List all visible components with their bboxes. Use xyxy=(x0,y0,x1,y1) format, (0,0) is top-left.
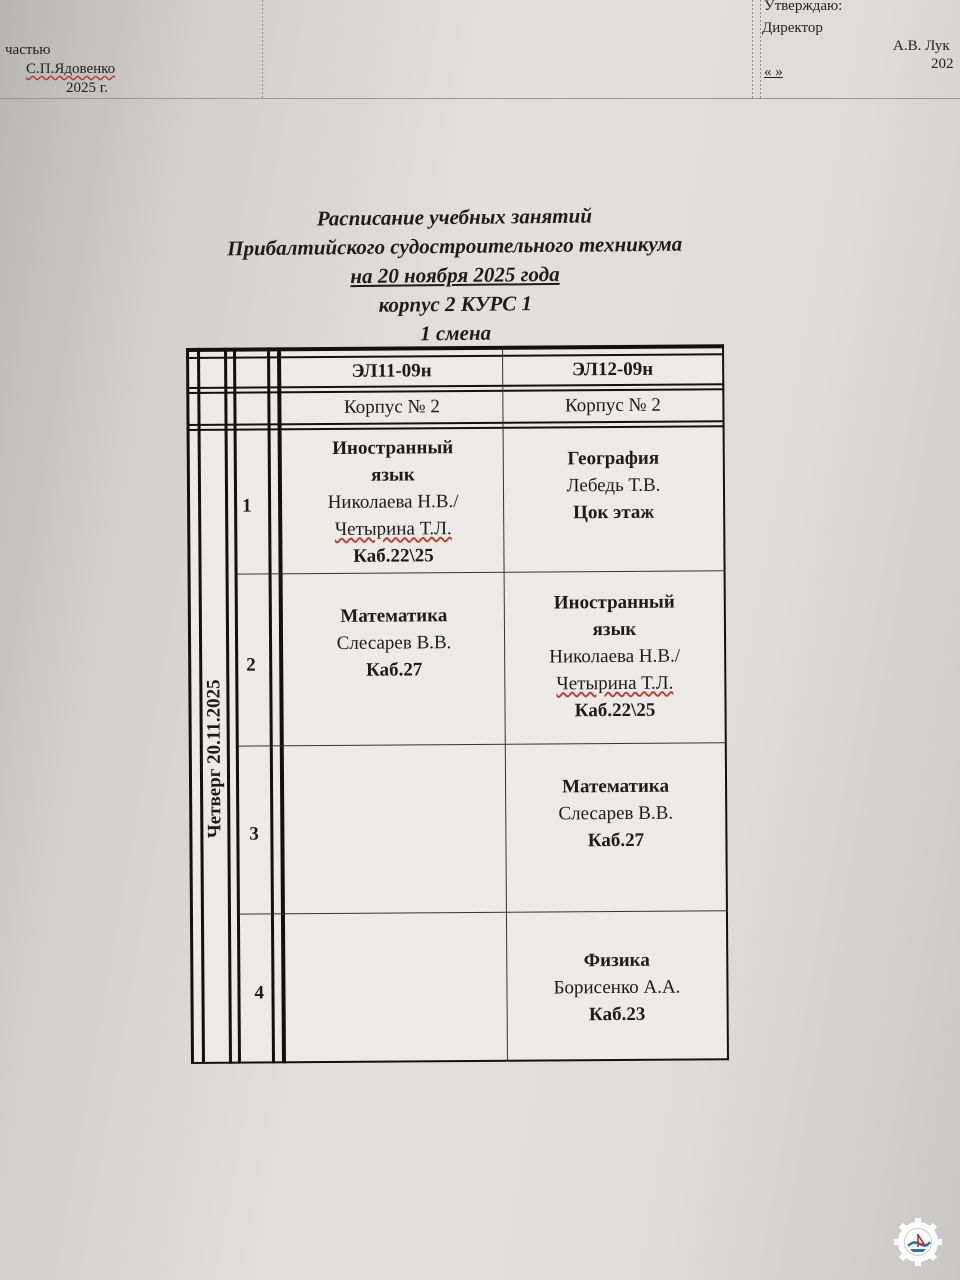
lesson-teacher: Николаева Н.В./ xyxy=(327,491,459,514)
lesson-subject: язык xyxy=(370,464,415,486)
lesson-g1-p2 xyxy=(284,602,505,685)
table-rule xyxy=(239,742,727,746)
lesson-teacher: Николаева Н.В./ xyxy=(549,645,681,668)
header-border xyxy=(0,98,960,99)
header-divider xyxy=(262,0,263,98)
lesson-subject: Математика xyxy=(340,605,448,627)
pair-number-2: 2 xyxy=(246,654,256,676)
header-left-signature-name: С.П.Ядовенко xyxy=(26,61,116,77)
pair-number-4: 4 xyxy=(254,982,265,1004)
lesson-subject: География xyxy=(567,447,660,470)
header-director-year: 202 xyxy=(931,56,954,72)
schedule-table xyxy=(186,344,729,1064)
lesson-room: Каб.27 xyxy=(366,659,423,681)
lesson-g2-p1 xyxy=(504,444,724,527)
group-building-1: Корпус № 2 xyxy=(343,396,440,418)
lesson-teacher: Борисенко А.А. xyxy=(553,976,681,999)
lesson-teacher: Четырина Т.Л. xyxy=(334,518,452,540)
table-rule xyxy=(240,910,728,914)
lesson-teacher: Лебедь Т.В. xyxy=(566,474,661,497)
header-divider xyxy=(760,0,761,98)
header-left-year: 2025 г. xyxy=(66,80,108,96)
lesson-g2-p4 xyxy=(507,946,727,1029)
lesson-room: Цок этаж xyxy=(573,501,655,524)
document-header xyxy=(0,0,960,102)
table-rule xyxy=(238,570,726,574)
title-line-1: Расписание учебных занятий xyxy=(316,203,593,231)
table-rule xyxy=(233,348,241,1064)
header-divider xyxy=(752,0,753,98)
lesson-teacher: Слесарев В.В. xyxy=(558,802,674,825)
lesson-subject: Физика xyxy=(583,949,650,972)
college-gear-logo-icon xyxy=(892,1216,944,1268)
title-line-2: Прибалтийского судостроительного техникума xyxy=(227,231,683,261)
table-rule xyxy=(267,347,275,1063)
lesson-teacher: Слесарев В.В. xyxy=(336,632,452,654)
lesson-teacher: Четырина Т.Л. xyxy=(556,672,674,695)
group-building-2: Корпус № 2 xyxy=(564,394,661,417)
table-border xyxy=(186,348,194,1064)
lesson-g2-p3 xyxy=(506,772,726,855)
header-date-quotes: « » xyxy=(764,64,783,80)
lesson-g2-p2 xyxy=(505,588,725,725)
schedule-title xyxy=(159,200,750,351)
header-left-line1: частью xyxy=(5,42,51,58)
lesson-g1-p1 xyxy=(283,434,504,571)
pair-number-3: 3 xyxy=(249,823,259,845)
group-name-1: ЭЛ11-09н xyxy=(351,360,432,382)
lesson-subject: Иностранный xyxy=(332,437,454,459)
lesson-room: Каб.22\25 xyxy=(353,545,434,567)
title-date: на 20 ноября 2025 года xyxy=(350,261,560,289)
title-building-course: корпус 2 КУРС 1 xyxy=(378,291,533,317)
title-shift: 1 смена xyxy=(420,320,492,346)
lesson-subject: Иностранный xyxy=(553,591,675,614)
day-label: Четверг 20.11.2025 xyxy=(203,679,226,839)
pair-number-1: 1 xyxy=(242,495,252,517)
lesson-room: Каб.27 xyxy=(587,829,645,852)
header-approve-label: Утверждаю: xyxy=(764,0,843,14)
header-director-label: Директор xyxy=(762,20,823,36)
lesson-subject: язык xyxy=(592,618,637,641)
group-name-2: ЭЛ12-09н xyxy=(572,358,654,381)
lesson-room: Каб.23 xyxy=(588,1003,646,1026)
lesson-subject: Математика xyxy=(562,775,670,798)
header-director-name: А.В. Лук xyxy=(893,38,950,54)
lesson-room: Каб.22\25 xyxy=(574,699,656,722)
